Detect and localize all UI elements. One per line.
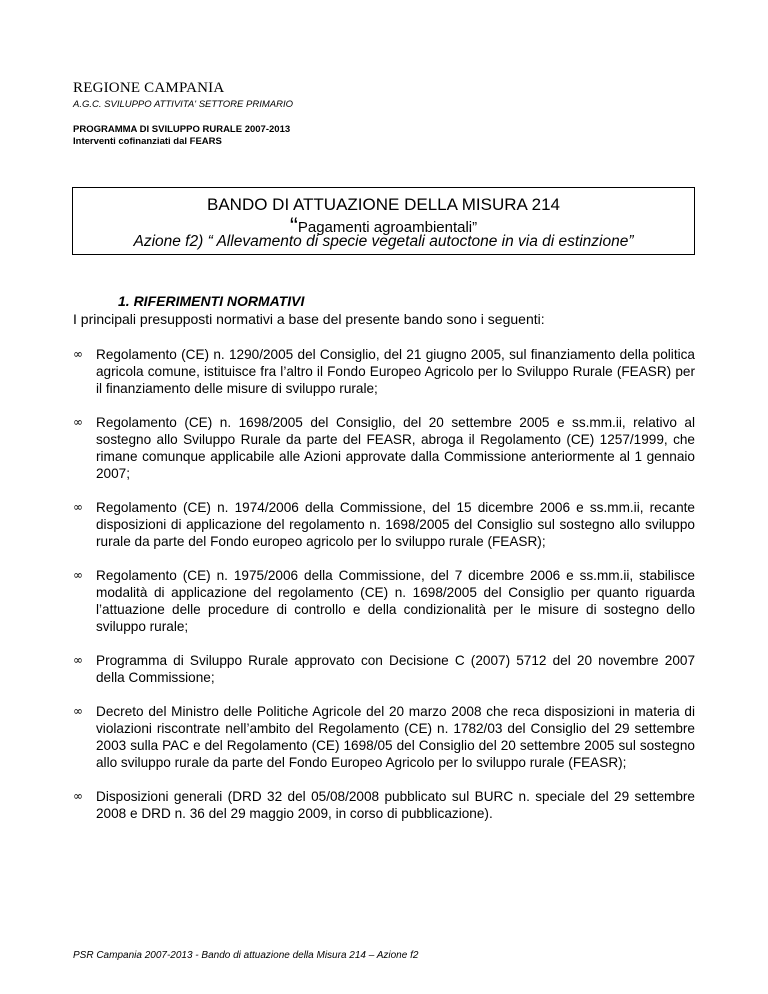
title-box (72, 187, 695, 255)
program-title: PROGRAMMA DI SVILUPPO RURALE 2007-2013 (73, 124, 291, 135)
list-item (73, 346, 695, 397)
list-item-text: Regolamento (CE) n. 1974/2006 della Commissione, del 15 dicembre 2006 e ss.mm.ii, recante disposizioni di applicazione del regolamento n. 1698/2005 del Consiglio sul sostegno allo sviluppo rurale da parte del Fondo europeo agricolo per lo sviluppo rurale (FEASR); (96, 500, 695, 549)
regulation-list (73, 346, 695, 822)
list-item (73, 567, 695, 635)
list-item-text: Regolamento (CE) n. 1975/2006 della Commissione, del 7 dicembre 2006 e ss.mm.ii, stabilisce modalità di applicazione del regolamento (CE) n. 1698/2005 del Consiglio per quanto riguarda l’attuazione delle procedure di controllo e della condizionalità per le misure di sostegno dello sviluppo rurale; (96, 568, 695, 634)
section-heading: 1. RIFERIMENTI NORMATIVI (118, 293, 305, 309)
title-open-quote: “ (289, 213, 298, 240)
bullet-icon: ∞ (73, 568, 83, 582)
bullet-icon: ∞ (73, 653, 83, 667)
list-item (73, 652, 695, 686)
bullet-icon: ∞ (73, 347, 83, 361)
title-line-2-text: Pagamenti agroambientali” (297, 219, 478, 236)
list-item-text: Regolamento (CE) n. 1290/2005 del Consiglio, del 21 giugno 2005, sul finanziamento della politica agricola comune, istituisce fra l’altro il Fondo Europeo Agricolo per lo Sviluppo Rurale (FEASR) per il finanziamento delle misure di sviluppo rurale; (96, 347, 695, 396)
cofinancing-subtitle: Interventi cofinanziati dal FEARS (73, 136, 222, 147)
list-item-text: Decreto del Ministro delle Politiche Agricole del 20 marzo 2008 che reca disposizioni in materia di violazioni riscontrate nell’ambito del Regolamento (CE) n. 1782/03 del Consiglio del 29 settembre 2003 sulla PAC e del Regolamento (CE) 1698/05 del Consiglio del 20 settembre 2005 sul sostegno allo sviluppo rurale da parte del Fondo Europeo Agricolo per lo sviluppo rurale (FEASR); (96, 704, 695, 770)
list-item (73, 703, 695, 771)
list-item-text: Disposizioni generali (DRD 32 del 05/08/2008 pubblicato sul BURC n. speciale del 29 settembre 2008 e DRD n. 36 del 29 maggio 2009, in corso di pubblicazione). (96, 789, 695, 821)
bullet-icon: ∞ (73, 704, 83, 718)
list-item (73, 414, 695, 482)
list-item (73, 788, 695, 822)
bullet-icon: ∞ (73, 789, 83, 803)
department-subtitle: A.G.C. SVILUPPO ATTIVITA' SETTORE PRIMARIO (73, 99, 293, 110)
bullet-icon: ∞ (73, 500, 83, 514)
list-item-text: Regolamento (CE) n. 1698/2005 del Consiglio, del 20 settembre 2005 e ss.mm.ii, relativo al sostegno allo Sviluppo Rurale da parte del FEASR, abroga il Regolamento (CE) 1257/1999, che rimane comunque applicabile alle Azioni approvate dalla Commissione anteriormente al 1 gennaio 2007; (96, 415, 695, 481)
region-title: REGIONE CAMPANIA (73, 80, 225, 96)
bullet-icon: ∞ (73, 415, 83, 429)
list-item-text: Programma di Sviluppo Rurale approvato con Decisione C (2007) 5712 del 20 novembre 2007 della Commissione; (96, 653, 695, 685)
list-item (73, 499, 695, 550)
page-footer: PSR Campania 2007-2013 - Bando di attuazione della Misura 214 – Azione f2 (73, 950, 419, 961)
title-line-3: Azione f2) “ Allevamento di specie vegetali autoctone in via di estinzione” (133, 233, 634, 250)
section-intro: I principali presupposti normativi a base del presente bando sono i seguenti: (73, 311, 545, 327)
title-line-1: BANDO DI ATTUAZIONE DELLA MISURA 214 (206, 195, 560, 214)
